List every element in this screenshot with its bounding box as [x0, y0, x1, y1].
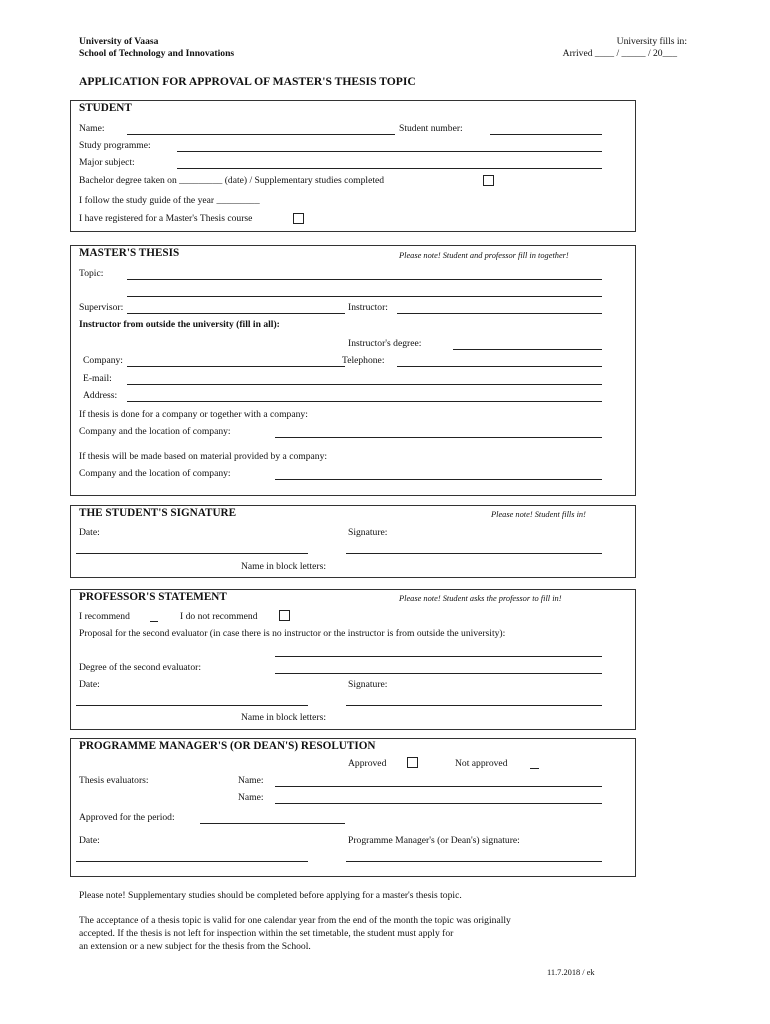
evaluator-name-label-2: Name:	[238, 792, 264, 803]
student-number-field[interactable]	[490, 134, 602, 135]
supervisor-label: Supervisor:	[79, 302, 124, 313]
company-field[interactable]	[127, 366, 345, 367]
study-programme-field[interactable]	[177, 151, 602, 152]
name-label: Name:	[79, 123, 105, 134]
professor-date-label: Date:	[79, 679, 100, 690]
company-done-label: If thesis is done for a company or together with a company:	[79, 409, 308, 420]
professor-section	[70, 589, 636, 730]
registered-checkbox[interactable]	[293, 213, 304, 224]
professor-signature-label: Signature:	[348, 679, 388, 690]
evaluator-degree-field[interactable]	[275, 673, 602, 674]
page-title: APPLICATION FOR APPROVAL OF MASTER'S THESIS TOPIC	[79, 75, 416, 88]
approved-period-label: Approved for the period:	[79, 812, 175, 823]
professor-date-field[interactable]	[76, 705, 308, 706]
thesis-note: Please note! Student and professor fill in together!	[399, 251, 569, 260]
address-label: Address:	[83, 390, 118, 401]
email-label: E-mail:	[83, 373, 112, 384]
registered-label: I have registered for a Master's Thesis course	[79, 213, 253, 224]
recommend-label: I recommend	[79, 611, 130, 622]
signature-date-label: Date:	[79, 527, 100, 538]
company-location-field-2[interactable]	[275, 479, 602, 480]
topic-field-2[interactable]	[127, 296, 602, 297]
proposal-label: Proposal for the second evaluator (in case there is no instructor or the instructor is from outside the university):	[79, 628, 506, 639]
evaluator-degree-label: Degree of the second evaluator:	[79, 662, 201, 673]
major-subject-label: Major subject:	[79, 157, 135, 168]
company-location-label-2: Company and the location of company:	[79, 468, 231, 479]
study-guide-label: I follow the study guide of the year _________	[79, 195, 260, 206]
not-recommend-checkbox[interactable]	[279, 610, 290, 621]
proposal-field[interactable]	[275, 656, 602, 657]
instructor-degree-label: Instructor's degree:	[348, 338, 422, 349]
arrived-date: Arrived ____ / _____ / 20___	[562, 48, 677, 59]
material-label: If thesis will be made based on material provided by a company:	[79, 451, 328, 462]
topic-label: Topic:	[79, 268, 104, 279]
professor-signature-field[interactable]	[346, 705, 602, 706]
manager-date-label: Date:	[79, 835, 100, 846]
footer-note-supplementary: Please note! Supplementary studies should be completed before applying for a master's thesis topic.	[79, 890, 462, 901]
approved-label: Approved	[348, 758, 387, 769]
pm-signature-label: Programme Manager's (or Dean's) signature:	[348, 835, 520, 846]
pm-signature-field[interactable]	[346, 861, 602, 862]
supervisor-field[interactable]	[127, 313, 345, 314]
not-approved-checkbox[interactable]	[530, 768, 539, 769]
approved-checkbox[interactable]	[407, 757, 418, 768]
evaluator-name-label-1: Name:	[238, 775, 264, 786]
signature-label: Signature:	[348, 527, 388, 538]
signature-block-letters-label: Name in block letters:	[241, 561, 326, 572]
professor-note: Please note! Student asks the professor to fill in!	[399, 594, 562, 603]
student-number-label: Student number:	[399, 123, 463, 134]
company-label: Company:	[83, 355, 123, 366]
footer-note-validity-1: The acceptance of a thesis topic is valid for one calendar year from the end of the month the topic was originally	[79, 915, 511, 926]
instructor-label: Instructor:	[348, 302, 388, 313]
major-subject-field[interactable]	[177, 168, 602, 169]
school-name: School of Technology and Innovations	[79, 48, 235, 59]
study-programme-label: Study programme:	[79, 140, 151, 151]
signature-note: Please note! Student fills in!	[491, 510, 586, 519]
instructor-degree-field[interactable]	[453, 349, 602, 350]
not-recommend-label: I do not recommend	[180, 611, 258, 622]
signature-heading: THE STUDENT'S SIGNATURE	[79, 507, 237, 519]
university-name: University of Vaasa	[79, 36, 159, 47]
evaluator-name-field-2[interactable]	[275, 803, 602, 804]
email-field[interactable]	[127, 384, 602, 385]
recommend-checkbox[interactable]	[150, 621, 158, 622]
instructor-field[interactable]	[397, 313, 602, 314]
telephone-field[interactable]	[397, 366, 602, 367]
version-stamp: 11.7.2018 / ek	[547, 968, 595, 977]
address-field[interactable]	[127, 401, 602, 402]
professor-block-letters-label: Name in block letters:	[241, 712, 326, 723]
evaluators-label: Thesis evaluators:	[79, 775, 149, 786]
signature-field[interactable]	[346, 553, 602, 554]
not-approved-label: Not approved	[455, 758, 508, 769]
bachelor-degree-label: Bachelor degree taken on _________ (date) / Supplementary studies completed	[79, 175, 385, 186]
name-field[interactable]	[127, 134, 395, 135]
professor-heading: PROFESSOR'S STATEMENT	[79, 591, 227, 603]
outside-instructor-label: Instructor from outside the university (fill in all):	[79, 319, 280, 330]
manager-date-field[interactable]	[76, 861, 308, 862]
approved-period-field[interactable]	[200, 823, 345, 824]
company-location-label-1: Company and the location of company:	[79, 426, 231, 437]
manager-heading: PROGRAMME MANAGER'S (OR DEAN'S) RESOLUTION	[79, 740, 376, 752]
supplementary-checkbox[interactable]	[483, 175, 494, 186]
thesis-heading: MASTER'S THESIS	[79, 247, 180, 259]
footer-note-validity-3: an extension or a new subject for the thesis from the School.	[79, 941, 311, 952]
evaluator-name-field-1[interactable]	[275, 786, 602, 787]
telephone-label: Telephone:	[342, 355, 385, 366]
footer-note-validity-2: accepted. If the thesis is not left for inspection within the set timetable, the student must apply for	[79, 928, 454, 939]
topic-field-1[interactable]	[127, 279, 602, 280]
company-location-field-1[interactable]	[275, 437, 602, 438]
university-fills-in: University fills in:	[616, 36, 687, 47]
signature-date-field[interactable]	[76, 553, 308, 554]
student-heading: STUDENT	[79, 102, 132, 114]
